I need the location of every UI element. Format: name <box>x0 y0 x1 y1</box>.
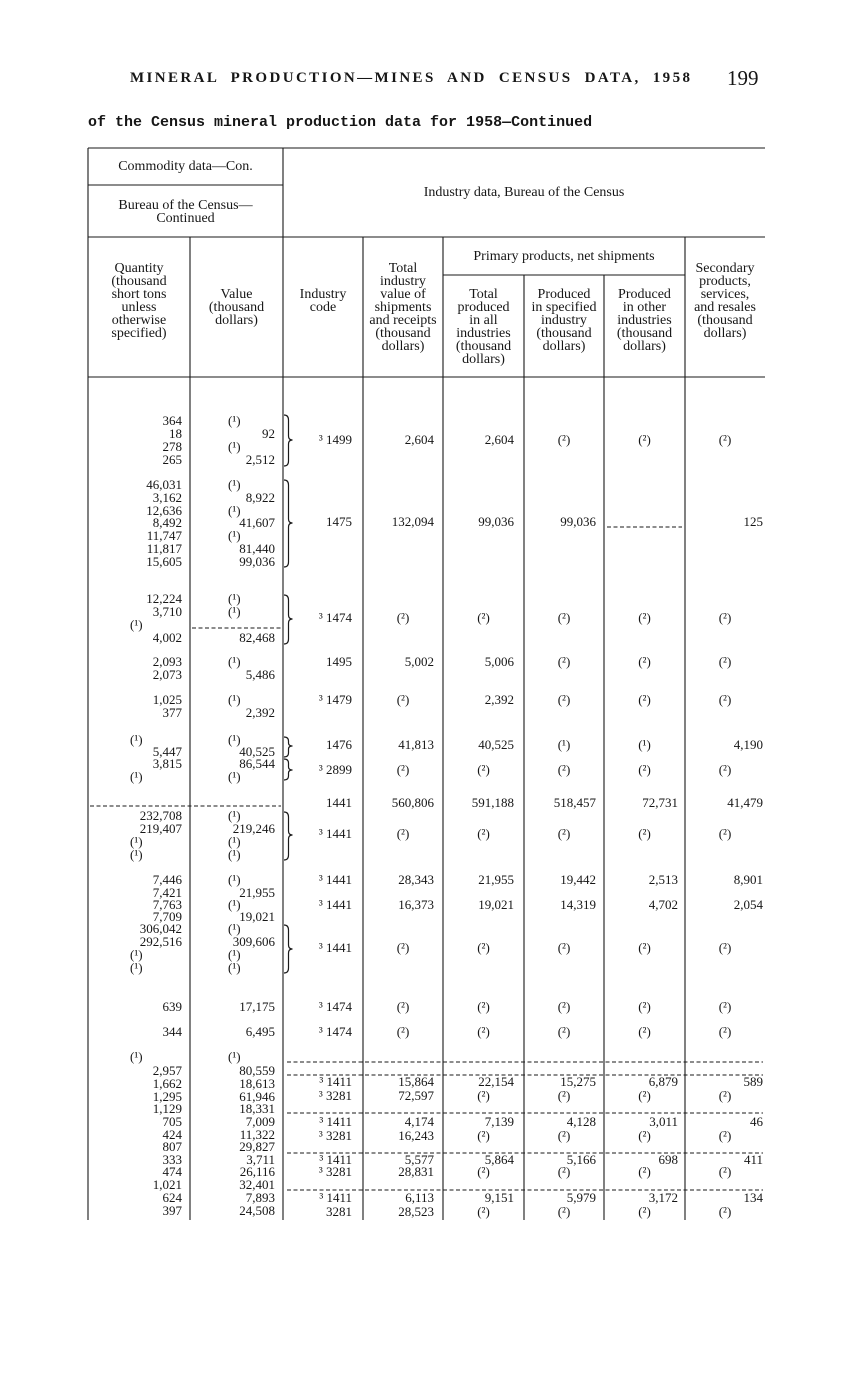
value-cell: (¹) <box>228 872 241 887</box>
produced-specified-cell: (¹) <box>557 737 571 752</box>
industry-row <box>0 1191 848 1205</box>
value-cell: (¹) <box>228 808 241 823</box>
industry-row <box>0 941 848 955</box>
value-cell: 32,401 <box>239 1177 275 1192</box>
total-produced-cell: (²) <box>477 999 490 1014</box>
produced-specified-cell: (²) <box>557 1164 571 1179</box>
total-produced-cell: 7,139 <box>484 1114 514 1129</box>
produced-other-cell: 698 <box>658 1152 678 1167</box>
quantity-cell: 219,407 <box>139 821 182 836</box>
value-cell: (¹) <box>228 692 241 707</box>
produced-specified-cell: 518,457 <box>553 795 596 810</box>
total-produced-cell: (²) <box>477 1204 490 1219</box>
total-produced-cell: 5,864 <box>484 1152 514 1167</box>
commodity-line <box>0 478 848 492</box>
secondary-cell: (²) <box>718 1164 732 1179</box>
produced-specified-cell: 15,275 <box>560 1074 596 1089</box>
secondary-cell: (²) <box>718 1204 732 1219</box>
commodity-line <box>0 848 848 862</box>
produced-other-cell: (²) <box>638 1024 651 1039</box>
produced-specified-cell: (²) <box>557 1088 571 1103</box>
produced-specified-cell: (²) <box>557 1128 571 1143</box>
secondary-cell: (²) <box>718 654 732 669</box>
value-cell: (¹) <box>228 834 241 849</box>
secondary-cell: (²) <box>718 999 732 1014</box>
code-cell: ³ 1499 <box>318 432 352 447</box>
produced-other-cell: (²) <box>638 610 651 625</box>
value-cell: 41,607 <box>239 515 275 530</box>
quantity-cell: (¹) <box>130 834 143 849</box>
total-value-cell: 560,806 <box>391 795 434 810</box>
value-cell: (¹) <box>228 439 241 454</box>
industry-row <box>0 1000 848 1014</box>
quantity-cell: 1,295 <box>152 1089 182 1104</box>
header-bureau-census: Bureau of the Census— Continued <box>118 197 253 226</box>
value-cell: 2,512 <box>245 452 275 467</box>
value-cell: (¹) <box>228 528 241 543</box>
total-value-cell: (²) <box>396 692 410 707</box>
quantity-cell: (¹) <box>130 732 143 747</box>
secondary-cell: (²) <box>718 1128 732 1143</box>
code-cell: ³ 1411 <box>319 1114 352 1129</box>
produced-specified-cell: 4,128 <box>566 1114 596 1129</box>
value-cell: (¹) <box>228 604 241 619</box>
industry-row <box>0 611 848 625</box>
produced-other-cell: 72,731 <box>642 795 678 810</box>
quantity-cell: (¹) <box>130 769 143 784</box>
total-value-cell: 15,864 <box>398 1074 434 1089</box>
produced-specified-cell: (²) <box>557 999 571 1014</box>
secondary-cell: 589 <box>743 1074 763 1089</box>
code-cell: 3281 <box>326 1204 352 1219</box>
produced-other-cell: (²) <box>638 654 651 669</box>
industry-row <box>0 693 848 707</box>
industry-row <box>0 763 848 777</box>
produced-other-cell: (²) <box>638 1204 651 1219</box>
industry-row <box>0 1025 848 1039</box>
value-cell: 7,009 <box>245 1114 275 1129</box>
total-produced-cell: 40,525 <box>478 737 514 752</box>
produced-specified-cell: (²) <box>557 692 571 707</box>
quantity-cell: 12,636 <box>146 503 182 518</box>
produced-other-cell: (²) <box>638 762 651 777</box>
code-cell: ³ 3281 <box>318 1164 352 1179</box>
total-produced-cell: (²) <box>477 940 490 955</box>
quantity-cell: (¹) <box>130 847 143 862</box>
produced-other-cell: 3,172 <box>648 1190 678 1205</box>
header-industry-data: Industry data, Bureau of the Census <box>423 184 625 200</box>
produced-specified-cell: (²) <box>557 1204 571 1219</box>
produced-other-cell: 4,702 <box>648 897 678 912</box>
total-value-cell: (²) <box>396 940 410 955</box>
quantity-cell: 2,093 <box>152 654 182 669</box>
value-cell: 29,827 <box>239 1139 275 1154</box>
quantity-cell: 15,605 <box>146 554 182 569</box>
total-value-cell: 72,597 <box>398 1088 434 1103</box>
produced-specified-cell: 5,166 <box>566 1152 596 1167</box>
commodity-line <box>0 922 848 936</box>
column-header-secondary-products: Secondary products, services, and resales (thousand dollars) <box>694 260 756 341</box>
code-cell: ³ 3281 <box>318 1128 352 1143</box>
produced-specified-cell: (²) <box>557 826 571 841</box>
produced-specified-cell: 99,036 <box>560 514 596 529</box>
total-produced-cell: 591,188 <box>471 795 514 810</box>
secondary-cell: 411 <box>743 1152 763 1167</box>
quantity-cell: 1,021 <box>152 1177 182 1192</box>
code-cell: ³ 1441 <box>318 826 352 841</box>
quantity-cell: 639 <box>162 999 182 1014</box>
quantity-cell: 344 <box>162 1024 182 1039</box>
quantity-cell: 2,957 <box>152 1063 182 1078</box>
quantity-cell: 424 <box>162 1127 182 1142</box>
total-produced-cell: 2,392 <box>484 692 514 707</box>
produced-other-cell: 6,879 <box>648 1074 678 1089</box>
value-cell: 7,893 <box>245 1190 275 1205</box>
secondary-cell: 125 <box>743 514 763 529</box>
code-cell: ³ 2899 <box>318 762 352 777</box>
produced-specified-cell: (²) <box>557 1024 571 1039</box>
secondary-cell: (²) <box>718 1024 732 1039</box>
code-cell: 1476 <box>326 737 352 752</box>
code-cell: ³ 1411 <box>319 1152 352 1167</box>
total-value-cell: (²) <box>396 826 410 841</box>
produced-other-cell: (¹) <box>638 737 651 752</box>
quantity-cell: 12,224 <box>146 591 182 606</box>
value-cell: (¹) <box>228 732 241 747</box>
quantity-cell: 397 <box>162 1203 182 1218</box>
total-value-cell: 5,002 <box>404 654 434 669</box>
quantity-cell: 278 <box>162 439 182 454</box>
value-cell: (¹) <box>228 960 241 975</box>
total-value-cell: 41,813 <box>398 737 434 752</box>
value-cell: 92 <box>262 426 275 441</box>
quantity-cell: 1,129 <box>152 1101 182 1116</box>
commodity-line <box>0 555 848 569</box>
column-header-value: Value (thousand dollars) <box>208 286 265 328</box>
total-value-cell: 5,577 <box>404 1152 434 1167</box>
produced-specified-cell: 19,442 <box>560 872 596 887</box>
quantity-cell: 7,709 <box>152 909 182 924</box>
value-cell: (¹) <box>228 1049 241 1064</box>
quantity-cell: 5,447 <box>152 744 182 759</box>
commodity-line <box>0 668 848 682</box>
total-value-cell: (²) <box>396 610 410 625</box>
quantity-cell: (¹) <box>130 960 143 975</box>
industry-row <box>0 738 848 752</box>
quantity-cell: 2,073 <box>152 667 182 682</box>
produced-other-cell: (²) <box>638 1128 651 1143</box>
value-cell: 219,246 <box>232 821 275 836</box>
code-cell: ³ 1441 <box>318 872 352 887</box>
commodity-line <box>0 414 848 428</box>
value-cell: 18,613 <box>239 1076 275 1091</box>
produced-other-cell: (²) <box>638 432 651 447</box>
column-header-total-produced: Total produced in all industries (thousand dollars) <box>455 286 512 367</box>
produced-other-cell: (²) <box>638 1088 651 1103</box>
quantity-cell: 11,747 <box>146 528 182 543</box>
industry-row <box>0 1205 848 1219</box>
quantity-cell: 474 <box>162 1164 182 1179</box>
value-cell: (¹) <box>228 847 241 862</box>
total-produced-cell: (²) <box>477 826 490 841</box>
quantity-cell: 333 <box>162 1152 182 1167</box>
industry-row <box>0 1129 848 1143</box>
secondary-cell: 8,901 <box>733 872 763 887</box>
produced-other-cell: (²) <box>638 826 651 841</box>
total-produced-cell: 22,154 <box>478 1074 514 1089</box>
code-cell: ³ 1411 <box>319 1074 352 1089</box>
value-cell: 40,525 <box>239 744 275 759</box>
code-cell: ³ 1474 <box>318 999 352 1014</box>
total-value-cell: 28,831 <box>398 1164 434 1179</box>
value-cell: (¹) <box>228 503 241 518</box>
quantity-cell: 807 <box>162 1139 182 1154</box>
industry-row <box>0 873 848 887</box>
column-header-produced-specified: Produced in specified industry (thousand dollars) <box>531 286 597 354</box>
quantity-cell: 292,516 <box>139 934 182 949</box>
total-value-cell: 4,174 <box>404 1114 434 1129</box>
quantity-cell: 7,763 <box>152 897 182 912</box>
commodity-line <box>0 631 848 645</box>
quantity-cell: 1,662 <box>152 1076 182 1091</box>
total-value-cell: 28,523 <box>398 1204 434 1219</box>
value-cell: (¹) <box>228 769 241 784</box>
value-cell: (¹) <box>228 591 241 606</box>
industry-row <box>0 1115 848 1129</box>
total-value-cell: 16,243 <box>398 1128 434 1143</box>
value-cell: 82,468 <box>239 630 275 645</box>
secondary-cell: 41,479 <box>727 795 763 810</box>
code-cell: ³ 1479 <box>318 692 352 707</box>
commodity-line <box>0 491 848 505</box>
total-produced-cell: (²) <box>477 762 490 777</box>
code-cell: 1495 <box>326 654 352 669</box>
quantity-cell: (¹) <box>130 947 143 962</box>
code-cell: ³ 1411 <box>319 1190 352 1205</box>
quantity-cell: 7,446 <box>152 872 182 887</box>
secondary-cell: (²) <box>718 1088 732 1103</box>
value-cell: 21,955 <box>239 885 275 900</box>
code-cell: 1441 <box>326 795 352 810</box>
total-value-cell: 28,343 <box>398 872 434 887</box>
quantity-cell: 46,031 <box>146 477 182 492</box>
secondary-cell: 4,190 <box>733 737 763 752</box>
value-cell: 3,711 <box>246 1152 275 1167</box>
total-value-cell: (²) <box>396 762 410 777</box>
total-produced-cell: (²) <box>477 1024 490 1039</box>
header-commodity-data: Commodity data—Con. <box>118 158 253 174</box>
secondary-cell: 46 <box>750 1114 763 1129</box>
value-cell: 81,440 <box>239 541 275 556</box>
value-cell: (¹) <box>228 477 241 492</box>
quantity-cell: 18 <box>169 426 182 441</box>
quantity-cell: 306,042 <box>139 921 182 936</box>
industry-row <box>0 1089 848 1103</box>
quantity-cell: 1,025 <box>152 692 182 707</box>
produced-specified-cell: (²) <box>557 432 571 447</box>
quantity-cell: 3,162 <box>152 490 182 505</box>
total-value-cell: 132,094 <box>391 514 434 529</box>
page-number: 199 <box>727 66 759 90</box>
quantity-cell: 3,815 <box>152 756 182 771</box>
value-cell: 80,559 <box>239 1063 275 1078</box>
produced-other-cell: (²) <box>638 1164 651 1179</box>
produced-specified-cell: (²) <box>557 940 571 955</box>
total-value-cell: 6,113 <box>405 1190 434 1205</box>
produced-specified-cell: (²) <box>557 654 571 669</box>
code-cell: ³ 1474 <box>318 1024 352 1039</box>
produced-specified-cell: 5,979 <box>566 1190 596 1205</box>
secondary-cell: (²) <box>718 762 732 777</box>
industry-row <box>0 655 848 669</box>
value-cell: 61,946 <box>239 1089 275 1104</box>
total-produced-cell: 19,021 <box>478 897 514 912</box>
value-cell: 11,322 <box>239 1127 275 1142</box>
column-header-quantity: Quantity (thousand short tons unless otherwise specified) <box>111 260 167 341</box>
value-cell: 86,544 <box>239 756 275 771</box>
quantity-cell: (¹) <box>130 1049 143 1064</box>
quantity-cell: 705 <box>162 1114 182 1129</box>
code-cell: ³ 1474 <box>318 610 352 625</box>
secondary-cell: (²) <box>718 826 732 841</box>
quantity-cell: (¹) <box>130 617 143 632</box>
total-value-cell: (²) <box>396 999 410 1014</box>
quantity-cell: 7,421 <box>152 885 182 900</box>
quantity-cell: 624 <box>162 1190 182 1205</box>
commodity-line <box>0 1050 848 1064</box>
commodity-line <box>0 529 848 543</box>
code-cell: ³ 3281 <box>318 1088 352 1103</box>
code-cell: 1475 <box>326 514 352 529</box>
value-cell: (¹) <box>228 654 241 669</box>
value-cell: 8,922 <box>245 490 275 505</box>
quantity-cell: 8,492 <box>152 515 182 530</box>
commodity-line <box>0 453 848 467</box>
produced-other-cell: (²) <box>638 692 651 707</box>
quantity-cell: 3,710 <box>152 604 182 619</box>
produced-other-cell: 3,011 <box>649 1114 678 1129</box>
produced-other-cell: (²) <box>638 999 651 1014</box>
secondary-cell: 134 <box>743 1190 763 1205</box>
commodity-line <box>0 542 848 556</box>
industry-row <box>0 898 848 912</box>
quantity-cell: 364 <box>162 413 182 428</box>
total-produced-cell: (²) <box>477 1088 490 1103</box>
quantity-cell: 4,002 <box>152 630 182 645</box>
column-header-total-industry-value: Total industry value of shipments and receipts (thousand dollars) <box>369 260 437 354</box>
quantity-cell: 11,817 <box>146 541 182 556</box>
value-cell: 17,175 <box>239 999 275 1014</box>
total-value-cell: 16,373 <box>398 897 434 912</box>
total-produced-cell: (²) <box>477 610 490 625</box>
value-cell: 6,495 <box>245 1024 275 1039</box>
total-produced-cell: 21,955 <box>478 872 514 887</box>
total-produced-cell: 99,036 <box>478 514 514 529</box>
value-cell: (¹) <box>228 947 241 962</box>
industry-row <box>0 827 848 841</box>
total-produced-cell: 5,006 <box>484 654 514 669</box>
value-cell: 26,116 <box>239 1164 275 1179</box>
secondary-cell: (²) <box>718 940 732 955</box>
produced-specified-cell: (²) <box>557 610 571 625</box>
commodity-line <box>0 706 848 720</box>
quantity-cell: 265 <box>162 452 182 467</box>
total-produced-cell: (²) <box>477 1164 490 1179</box>
value-cell: 24,508 <box>239 1203 275 1218</box>
value-cell: 19,021 <box>239 909 275 924</box>
total-value-cell: 2,604 <box>404 432 434 447</box>
value-cell: (¹) <box>228 921 241 936</box>
secondary-cell: (²) <box>718 610 732 625</box>
column-header-industry-code: Industry code <box>299 286 347 315</box>
value-cell: 309,606 <box>232 934 275 949</box>
industry-row <box>0 1075 848 1089</box>
value-cell: 99,036 <box>239 554 275 569</box>
industry-row <box>0 796 848 810</box>
quantity-cell: 377 <box>162 705 182 720</box>
value-cell: (¹) <box>228 897 241 912</box>
total-produced-cell: 9,151 <box>484 1190 514 1205</box>
total-produced-cell: 2,604 <box>484 432 514 447</box>
commodity-line <box>0 961 848 975</box>
produced-other-cell: (²) <box>638 940 651 955</box>
produced-specified-cell: (²) <box>557 762 571 777</box>
total-value-cell: (²) <box>396 1024 410 1039</box>
industry-row <box>0 1165 848 1179</box>
secondary-cell: (²) <box>718 692 732 707</box>
table-title: of the Census mineral production data for 1958—Continued <box>88 114 593 131</box>
value-cell: 5,486 <box>245 667 275 682</box>
total-produced-cell: (²) <box>477 1128 490 1143</box>
value-cell: 2,392 <box>245 705 275 720</box>
column-header-produced-other: Produced in other industries (thousand dollars) <box>616 286 673 354</box>
secondary-cell: (²) <box>718 432 732 447</box>
industry-row <box>0 433 848 447</box>
code-cell: ³ 1441 <box>318 940 352 955</box>
quantity-cell: 232,708 <box>139 808 182 823</box>
value-cell: (¹) <box>228 413 241 428</box>
commodity-line <box>0 809 848 823</box>
commodity-line <box>0 592 848 606</box>
produced-specified-cell: 14,319 <box>560 897 596 912</box>
column-group-header-primary-products: Primary products, net shipments <box>473 248 655 264</box>
code-cell: ³ 1441 <box>318 897 352 912</box>
produced-other-cell: 2,513 <box>648 872 678 887</box>
value-cell: 18,331 <box>239 1101 275 1116</box>
running-head: MINERAL PRODUCTION—MINES AND CENSUS DATA, 1958 <box>130 70 693 86</box>
secondary-cell: 2,054 <box>733 897 763 912</box>
industry-row <box>0 515 848 529</box>
